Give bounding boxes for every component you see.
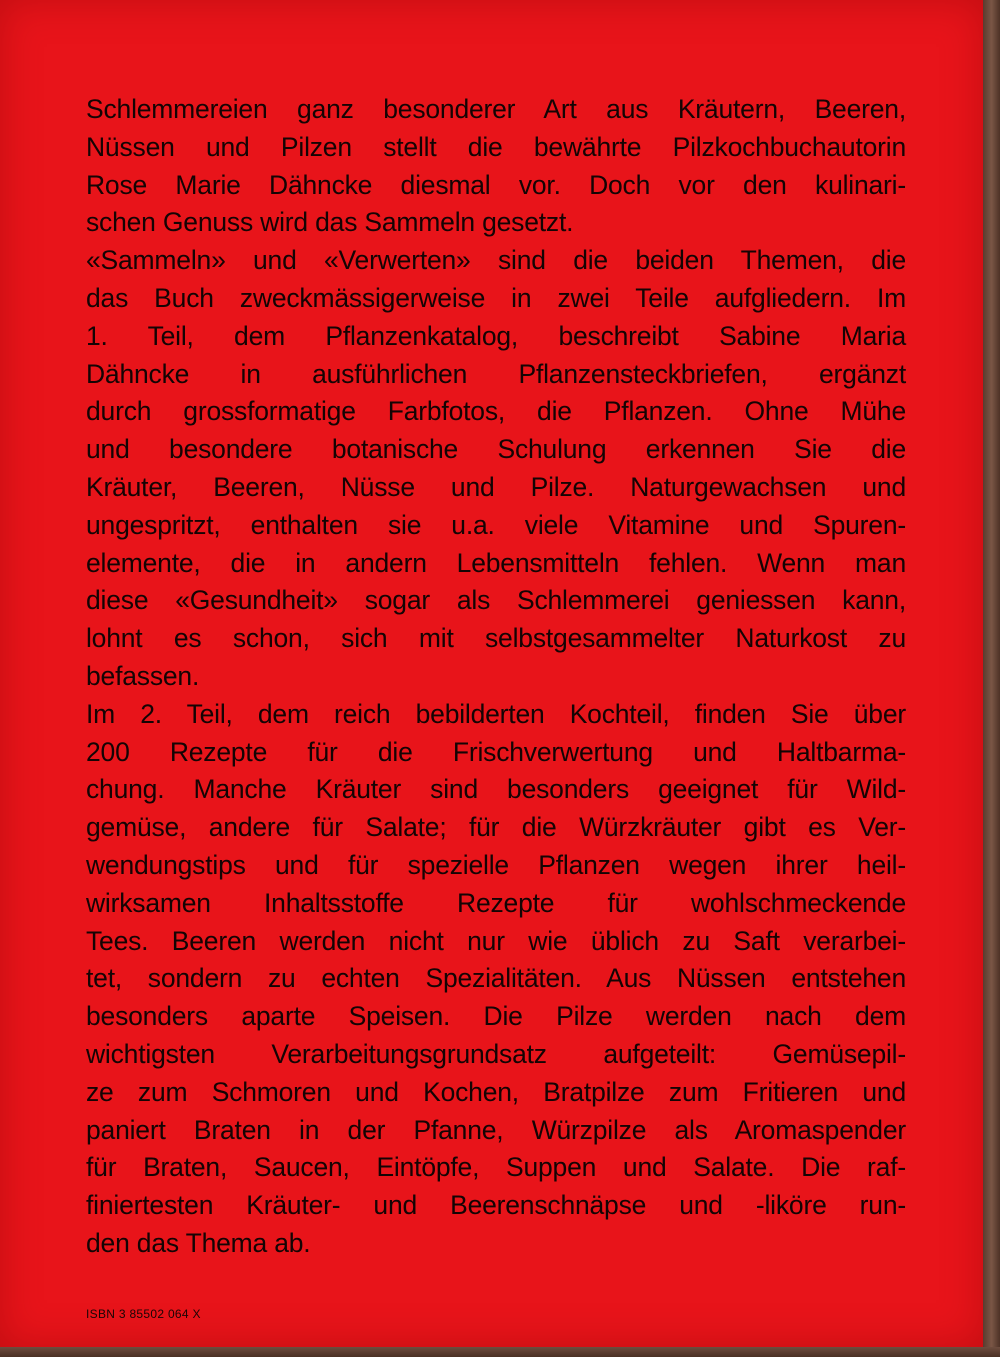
blurb-line: das Buch zweckmässigerweise in zwei Teile aufgliedern. Im bbox=[86, 282, 906, 313]
blurb-line: «Sammeln» und «Verwerten» sind die beiden Themen, die bbox=[86, 245, 906, 276]
blurb-line: elemente, die in andern Lebensmitteln fehlen. Wenn man bbox=[86, 547, 906, 578]
blurb-line: Tees. Beeren werden nicht nur wie üblich zu Saft verarbei- bbox=[86, 925, 906, 956]
blurb-line: befassen. bbox=[86, 660, 200, 691]
blurb-line: Dähncke in ausführlichen Pflanzensteckbriefen, ergänzt bbox=[86, 358, 906, 389]
blurb-line: Rose Marie Dähncke diesmal vor. Doch vor den kulinari- bbox=[86, 169, 906, 200]
blurb-line: lohnt es schon, sich mit selbstgesammelter Naturkost zu bbox=[86, 623, 906, 654]
blurb-line: und besondere botanische Schulung erkennen Sie die bbox=[86, 434, 906, 465]
blurb-line: Nüssen und Pilzen stellt die bewährte Pilzkochbuchautorin bbox=[86, 131, 906, 162]
blurb-line: Im 2. Teil, dem reich bebilderten Kochteil, finden Sie über bbox=[86, 698, 906, 729]
blurb-line: ungespritzt, enthalten sie u.a. viele Vitamine und Spuren- bbox=[86, 509, 906, 540]
blurb-line: schen Genuss wird das Sammeln gesetzt. bbox=[86, 207, 574, 238]
blurb-line: diese «Gesundheit» sogar als Schlemmerei geniessen kann, bbox=[86, 585, 906, 616]
blurb-line: paniert Braten in der Pfanne, Würzpilze als Aromaspender bbox=[86, 1114, 906, 1145]
blurb-line: für Braten, Saucen, Eintöpfe, Suppen und Salate. Die raf- bbox=[86, 1152, 906, 1183]
blurb-text bbox=[86, 91, 906, 1263]
isbn-number: ISBN 3 85502 064 X bbox=[86, 1307, 201, 1321]
blurb-line: chung. Manche Kräuter sind besonders geeignet für Wild- bbox=[86, 774, 906, 805]
blurb-line: durch grossformatige Farbfotos, die Pflanzen. Ohne Mühe bbox=[86, 396, 906, 427]
book-spine-edge bbox=[983, 0, 1000, 1357]
blurb-line: Kräuter, Beeren, Nüsse und Pilze. Naturgewachsen und bbox=[86, 471, 906, 502]
blurb-line: ze zum Schmoren und Kochen, Bratpilze zum Fritieren und bbox=[86, 1076, 906, 1107]
blurb-line: Schlemmereien ganz besonderer Art aus Kräutern, Beeren, bbox=[86, 94, 906, 124]
blurb-line: besonders aparte Speisen. Die Pilze werden nach dem bbox=[86, 1001, 906, 1032]
blurb-line: wendungstips und für spezielle Pflanzen wegen ihrer heil- bbox=[86, 849, 906, 880]
book-bottom-edge bbox=[0, 1347, 1000, 1357]
blurb-line: 1. Teil, dem Pflanzenkatalog, beschreibt Sabine Maria bbox=[86, 320, 906, 351]
blurb-line: 200 Rezepte für die Frischverwertung und Haltbarma- bbox=[86, 736, 906, 767]
blurb-line: gemüse, andere für Salate; für die Würzkräuter gibt es Ver- bbox=[86, 812, 906, 843]
blurb-line: wirksamen Inhaltsstoffe Rezepte für wohlschmeckende bbox=[86, 887, 906, 918]
blurb-line: finiertesten Kräuter- und Beerenschnäpse und -liköre run- bbox=[86, 1190, 906, 1221]
blurb-line: den das Thema ab. bbox=[86, 1227, 311, 1258]
blurb-line: tet, sondern zu echten Spezialitäten. Aus Nüssen entstehen bbox=[86, 963, 906, 994]
blurb-line: wichtigsten Verarbeitungsgrundsatz aufgeteilt: Gemüsepil- bbox=[86, 1038, 906, 1069]
